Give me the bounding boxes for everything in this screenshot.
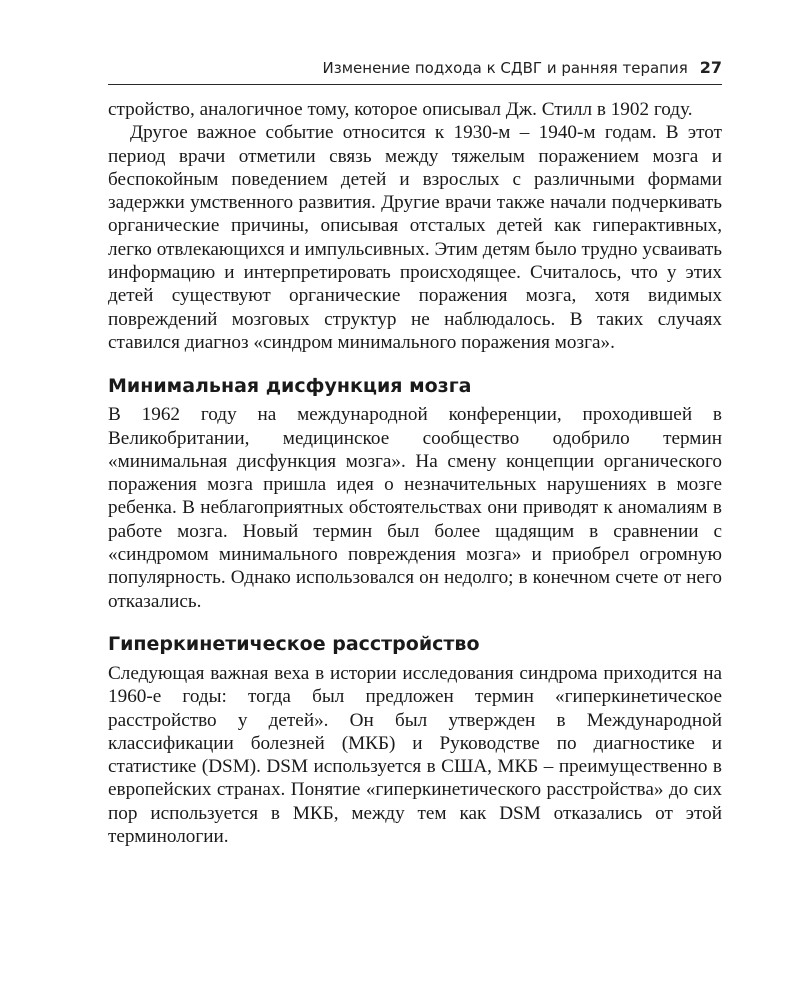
- page-number: 27: [699, 58, 722, 77]
- running-header: [108, 58, 722, 85]
- paragraph-organic-causes: Другое важное событие относится к 1930-м – 1940-м годам. В этот период врачи отметили связь между тяжелым поражением мозга и беспокойным поведением детей и взрослых с различными формами задержки умственного развития. Другие врачи также начали подчеркивать органические причины, описывая отсталых детей как гиперактивных, легко отвлекающихся и импульсивных. Этим детям было трудно усваивать информацию и интерпретировать происходящее. Считалось, что у этих детей существуют органические поражения мозга, хотя видимых повреждений мозговых структур не наблюдалось. В таких случаях ставился диагноз «синдром минимального поражения мозга».: [108, 122, 722, 353]
- paragraph-continuation: стройство, аналогичное тому, которое описывал Дж. Стилл в 1902 году.: [108, 99, 693, 120]
- paragraph-hyperkinetic: Следующая важная веха в истории исследования синдрома приходится на 1960-е годы: тогда был предложен термин «гиперкинетическое расстройство у детей». Он был утвержден в Международной классификации болезней (МКБ) и Руководстве по диагностике и статистике (DSM). DSM используется в США, МКБ – преимущественно в европейских странах. Понятие «гиперкинетического расстройства» до сих пор используется в МКБ, между тем как DSM отказались от этой терминологии.: [108, 662, 722, 848]
- page-body: [108, 98, 722, 848]
- section-heading-hyperkinetic: Гиперкинетическое расстройство: [108, 632, 480, 655]
- section-heading-minimal-dysfunction: Минимальная дисфункция мозга: [108, 375, 472, 398]
- chapter-title: Изменение подхода к СДВГ и ранняя терапия: [322, 59, 688, 77]
- paragraph-minimal-dysfunction: В 1962 году на международной конференции, проходившей в Великобритании, медицинское сообщество одобрило термин «минимальная дисфункция мозга». На смену концепции органического поражения мозга пришла идея о незначительных нарушениях в мозге ребенка. В неблагоприятных обстоятельствах они приводят к аномалиям в работе мозга. Новый термин был более щадящим в сравнении с «синдромом минимального повреждения мозга» и приобрел огромную популярность. Однако использовался он недолго; в конечном счете от него отказались.: [108, 404, 722, 612]
